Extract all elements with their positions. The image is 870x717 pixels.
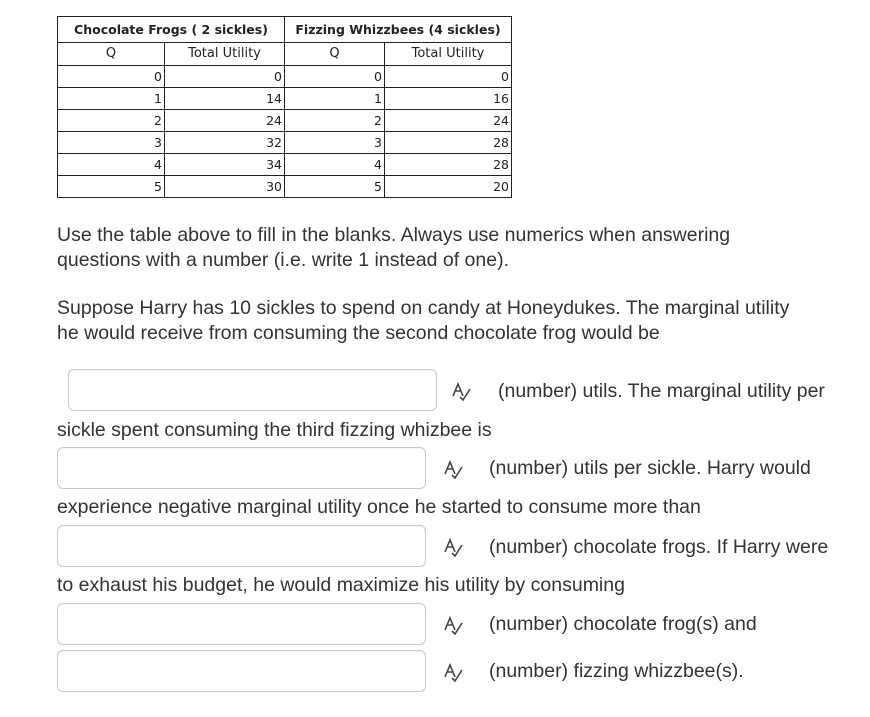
table-cell: 4 [285, 154, 385, 176]
table-cell: 0 [58, 66, 165, 88]
whizzbee-q-header: Q [285, 43, 385, 66]
whizzbee-utility-header: Total Utility [385, 43, 512, 66]
frog-utility-header: Total Utility [165, 43, 285, 66]
answer-input-1[interactable] [69, 370, 436, 410]
table-cell: 34 [165, 154, 285, 176]
table-cell: 0 [165, 66, 285, 88]
table-cell: 3 [285, 132, 385, 154]
instructions-line: questions with a number (i.e. write 1 instead of one). [57, 249, 509, 271]
table-row [58, 154, 512, 176]
instructions [57, 223, 857, 273]
answer-field-4[interactable] [57, 603, 426, 645]
table-cell: 3 [58, 132, 165, 154]
fizzing-whizzbees-header: Fizzing Whizzbees (4 sickles) [285, 17, 512, 43]
continuation-1: sickle spent consuming the third fizzing whizbee is [57, 419, 492, 441]
table-cell: 16 [385, 88, 512, 110]
table-cell: 1 [285, 88, 385, 110]
table-cell: 2 [285, 110, 385, 132]
utility-table [57, 16, 512, 198]
chocolate-frogs-header: Chocolate Frogs ( 2 sickles) [58, 17, 285, 43]
spellcheck-icon[interactable] [450, 380, 472, 402]
instructions-line: Use the table above to fill in the blanks. Always use numerics when answering [57, 224, 731, 246]
table-cell: 28 [385, 154, 512, 176]
table-cell: 5 [285, 176, 385, 198]
table-cell: 20 [385, 176, 512, 198]
blank-4-suffix: (number) chocolate frog(s) and [489, 613, 757, 635]
table-cell: 1 [58, 88, 165, 110]
blank-2-suffix: (number) utils per sickle. Harry would [489, 457, 811, 479]
table-cell: 0 [385, 66, 512, 88]
answer-field-5[interactable] [57, 650, 426, 692]
table-cell: 24 [165, 110, 285, 132]
table-cell: 30 [165, 176, 285, 198]
question-line: he would receive from consuming the second chocolate frog would be [57, 322, 660, 344]
table-row [58, 176, 512, 198]
table-row [58, 88, 512, 110]
table-cell: 28 [385, 132, 512, 154]
continuation-3: to exhaust his budget, he would maximize his utility by consuming [57, 574, 625, 596]
table-cell: 24 [385, 110, 512, 132]
answer-input-3[interactable] [58, 526, 425, 566]
continuation-2: experience negative marginal utility once he started to consume more than [57, 496, 701, 518]
table-row [58, 132, 512, 154]
blank-1-suffix: (number) utils. The marginal utility per [498, 380, 825, 402]
spellcheck-icon[interactable] [442, 661, 464, 683]
table-cell: 14 [165, 88, 285, 110]
frog-q-header: Q [58, 43, 165, 66]
table-cell: 5 [58, 176, 165, 198]
answer-field-1[interactable] [68, 369, 437, 411]
answer-field-2[interactable] [57, 447, 426, 489]
answer-field-3[interactable] [57, 525, 426, 567]
answer-input-5[interactable] [58, 651, 425, 691]
table-row [58, 110, 512, 132]
question-line: Suppose Harry has 10 sickles to spend on candy at Honeydukes. The marginal utility [57, 297, 790, 319]
blank-5-suffix: (number) fizzing whizzbee(s). [489, 660, 744, 682]
table-cell: 32 [165, 132, 285, 154]
answer-input-2[interactable] [58, 448, 425, 488]
table-cell: 2 [58, 110, 165, 132]
question-text [57, 296, 857, 346]
table-cell: 4 [58, 154, 165, 176]
spellcheck-icon[interactable] [442, 614, 464, 636]
answer-input-4[interactable] [58, 604, 425, 644]
blank-3-suffix: (number) chocolate frogs. If Harry were [489, 536, 829, 558]
spellcheck-icon[interactable] [442, 458, 464, 480]
table-row [58, 66, 512, 88]
table-cell: 0 [285, 66, 385, 88]
spellcheck-icon[interactable] [442, 536, 464, 558]
